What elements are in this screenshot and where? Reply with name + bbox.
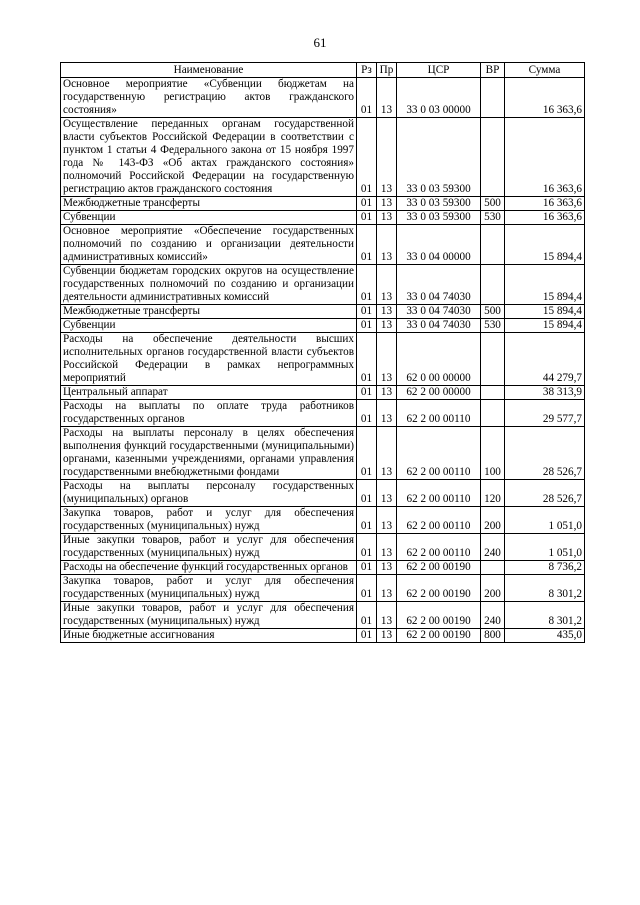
row-vr-cell	[481, 118, 505, 197]
row-pr-cell: 13	[377, 629, 397, 643]
row-rz-cell: 01	[357, 197, 377, 211]
header-pr: Пр	[377, 63, 397, 78]
row-csr-cell: 62 2 00 00190	[397, 629, 481, 643]
row-csr-cell: 62 0 00 00000	[397, 333, 481, 386]
row-rz-cell: 01	[357, 602, 377, 629]
header-vr: ВР	[481, 63, 505, 78]
row-sum-cell: 16 363,6	[505, 118, 585, 197]
row-csr-cell: 62 2 00 00190	[397, 575, 481, 602]
row-sum-cell: 16 363,6	[505, 197, 585, 211]
table-row	[61, 265, 585, 305]
row-name-cell: Закупка товаров, работ и услуг для обеспечения государственных (муниципальных) нужд	[61, 575, 357, 602]
row-csr-cell: 33 0 03 59300	[397, 118, 481, 197]
row-csr-cell: 62 2 00 00190	[397, 602, 481, 629]
row-rz-cell: 01	[357, 305, 377, 319]
row-csr-cell: 62 2 00 00110	[397, 400, 481, 427]
row-rz-cell: 01	[357, 265, 377, 305]
row-vr-cell: 530	[481, 211, 505, 225]
row-name-cell: Закупка товаров, работ и услуг для обеспечения государственных (муниципальных) нужд	[61, 507, 357, 534]
row-name-cell: Расходы на выплаты персоналу в целях обеспечения выполнения функций государственными (муниципальными) органами, казенными учреждениями, органами управления государственными внебюджетными фондами	[61, 427, 357, 480]
row-vr-cell: 200	[481, 575, 505, 602]
row-rz-cell: 01	[357, 427, 377, 480]
table-row	[61, 400, 585, 427]
row-vr-cell	[481, 265, 505, 305]
table-row	[61, 225, 585, 265]
row-name-cell: Основное мероприятие «Субвенции бюджетам на государственную регистрацию актов гражданского состояния»	[61, 78, 357, 118]
row-name-cell: Субвенции	[61, 211, 357, 225]
header-name: Наименование	[61, 63, 357, 78]
row-rz-cell: 01	[357, 211, 377, 225]
table-row	[61, 118, 585, 197]
row-name-cell: Расходы на обеспечение функций государственных органов	[61, 561, 357, 575]
row-pr-cell: 13	[377, 507, 397, 534]
table-row	[61, 211, 585, 225]
row-pr-cell: 13	[377, 78, 397, 118]
row-vr-cell	[481, 78, 505, 118]
row-pr-cell: 13	[377, 265, 397, 305]
row-sum-cell: 16 363,6	[505, 211, 585, 225]
row-sum-cell: 28 526,7	[505, 480, 585, 507]
row-name-cell: Осуществление переданных органам государственной власти субъектов Российской Федерации в соответствии с пунктом 1 статьи 4 Федерального закона от 15 ноября 1997 года № 143-ФЗ «Об актах гражданского состояния» полномочий Российской Федерации на государственную регистрацию актов гражданского состояния	[61, 118, 357, 197]
row-pr-cell: 13	[377, 386, 397, 400]
row-vr-cell: 120	[481, 480, 505, 507]
row-csr-cell: 33 0 04 74030	[397, 265, 481, 305]
row-sum-cell: 29 577,7	[505, 400, 585, 427]
row-rz-cell: 01	[357, 575, 377, 602]
row-sum-cell: 44 279,7	[505, 333, 585, 386]
row-vr-cell	[481, 400, 505, 427]
row-name-cell: Центральный аппарат	[61, 386, 357, 400]
table-row	[61, 534, 585, 561]
row-vr-cell: 240	[481, 534, 505, 561]
table-row	[61, 561, 585, 575]
row-csr-cell: 62 2 00 00110	[397, 427, 481, 480]
table-row	[61, 197, 585, 211]
row-csr-cell: 33 0 04 74030	[397, 305, 481, 319]
row-name-cell: Основное мероприятие «Обеспечение государственных полномочий по созданию и организации деятельности административных комиссий»	[61, 225, 357, 265]
row-pr-cell: 13	[377, 305, 397, 319]
row-vr-cell: 240	[481, 602, 505, 629]
row-name-cell: Иные закупки товаров, работ и услуг для обеспечения государственных (муниципальных) нужд	[61, 534, 357, 561]
row-sum-cell: 16 363,6	[505, 78, 585, 118]
table-row	[61, 480, 585, 507]
table-row	[61, 427, 585, 480]
table-row	[61, 507, 585, 534]
row-csr-cell: 33 0 03 00000	[397, 78, 481, 118]
row-rz-cell: 01	[357, 319, 377, 333]
row-sum-cell: 1 051,0	[505, 507, 585, 534]
row-rz-cell: 01	[357, 561, 377, 575]
row-rz-cell: 01	[357, 333, 377, 386]
row-csr-cell: 62 2 00 00110	[397, 534, 481, 561]
row-sum-cell: 8 301,2	[505, 602, 585, 629]
row-csr-cell: 33 0 03 59300	[397, 211, 481, 225]
table-row	[61, 78, 585, 118]
row-pr-cell: 13	[377, 197, 397, 211]
row-rz-cell: 01	[357, 225, 377, 265]
row-pr-cell: 13	[377, 333, 397, 386]
row-csr-cell: 62 2 00 00110	[397, 480, 481, 507]
table-row	[61, 386, 585, 400]
row-sum-cell: 8 301,2	[505, 575, 585, 602]
table-row	[61, 305, 585, 319]
row-pr-cell: 13	[377, 225, 397, 265]
row-name-cell: Расходы на выплаты персоналу государственных (муниципальных) органов	[61, 480, 357, 507]
row-name-cell: Иные закупки товаров, работ и услуг для обеспечения государственных (муниципальных) нужд	[61, 602, 357, 629]
row-name-cell: Межбюджетные трансферты	[61, 197, 357, 211]
row-sum-cell: 15 894,4	[505, 265, 585, 305]
table-row	[61, 319, 585, 333]
row-pr-cell: 13	[377, 400, 397, 427]
table-row	[61, 629, 585, 643]
row-rz-cell: 01	[357, 629, 377, 643]
row-rz-cell: 01	[357, 507, 377, 534]
row-pr-cell: 13	[377, 211, 397, 225]
row-pr-cell: 13	[377, 561, 397, 575]
header-csr: ЦСР	[397, 63, 481, 78]
row-rz-cell: 01	[357, 78, 377, 118]
row-sum-cell: 435,0	[505, 629, 585, 643]
row-rz-cell: 01	[357, 386, 377, 400]
header-rz: Рз	[357, 63, 377, 78]
row-vr-cell	[481, 225, 505, 265]
row-pr-cell: 13	[377, 602, 397, 629]
table-row	[61, 602, 585, 629]
row-vr-cell: 500	[481, 305, 505, 319]
row-vr-cell: 200	[481, 507, 505, 534]
row-pr-cell: 13	[377, 319, 397, 333]
row-rz-cell: 01	[357, 118, 377, 197]
row-sum-cell: 28 526,7	[505, 427, 585, 480]
row-csr-cell: 62 2 00 00190	[397, 561, 481, 575]
row-name-cell: Межбюджетные трансферты	[61, 305, 357, 319]
row-vr-cell: 100	[481, 427, 505, 480]
row-vr-cell	[481, 333, 505, 386]
row-name-cell: Субвенции бюджетам городских округов на осуществление государственных полномочий по созданию и организации деятельности административных комиссий	[61, 265, 357, 305]
row-vr-cell	[481, 386, 505, 400]
header-sum: Сумма	[505, 63, 585, 78]
row-name-cell: Расходы на обеспечение деятельности высших исполнительных органов государственной власти субъектов Российской Федерации в рамках непрограммных мероприятий	[61, 333, 357, 386]
row-vr-cell: 800	[481, 629, 505, 643]
row-name-cell: Расходы на выплаты по оплате труда работников государственных органов	[61, 400, 357, 427]
row-vr-cell	[481, 561, 505, 575]
row-pr-cell: 13	[377, 427, 397, 480]
row-pr-cell: 13	[377, 480, 397, 507]
table-header-row	[61, 63, 585, 78]
row-pr-cell: 13	[377, 534, 397, 561]
row-csr-cell: 33 0 04 00000	[397, 225, 481, 265]
row-pr-cell: 13	[377, 575, 397, 602]
row-rz-cell: 01	[357, 534, 377, 561]
row-csr-cell: 62 2 00 00110	[397, 507, 481, 534]
budget-table	[60, 62, 585, 643]
row-pr-cell: 13	[377, 118, 397, 197]
table-row	[61, 575, 585, 602]
row-csr-cell: 33 0 03 59300	[397, 197, 481, 211]
row-vr-cell: 530	[481, 319, 505, 333]
row-csr-cell: 33 0 04 74030	[397, 319, 481, 333]
row-sum-cell: 38 313,9	[505, 386, 585, 400]
page-number: 61	[313, 35, 327, 50]
table-row	[61, 333, 585, 386]
row-sum-cell: 1 051,0	[505, 534, 585, 561]
row-rz-cell: 01	[357, 480, 377, 507]
row-csr-cell: 62 2 00 00000	[397, 386, 481, 400]
row-sum-cell: 8 736,2	[505, 561, 585, 575]
row-name-cell: Иные бюджетные ассигнования	[61, 629, 357, 643]
row-vr-cell: 500	[481, 197, 505, 211]
row-name-cell: Субвенции	[61, 319, 357, 333]
row-rz-cell: 01	[357, 400, 377, 427]
row-sum-cell: 15 894,4	[505, 225, 585, 265]
row-sum-cell: 15 894,4	[505, 319, 585, 333]
row-sum-cell: 15 894,4	[505, 305, 585, 319]
